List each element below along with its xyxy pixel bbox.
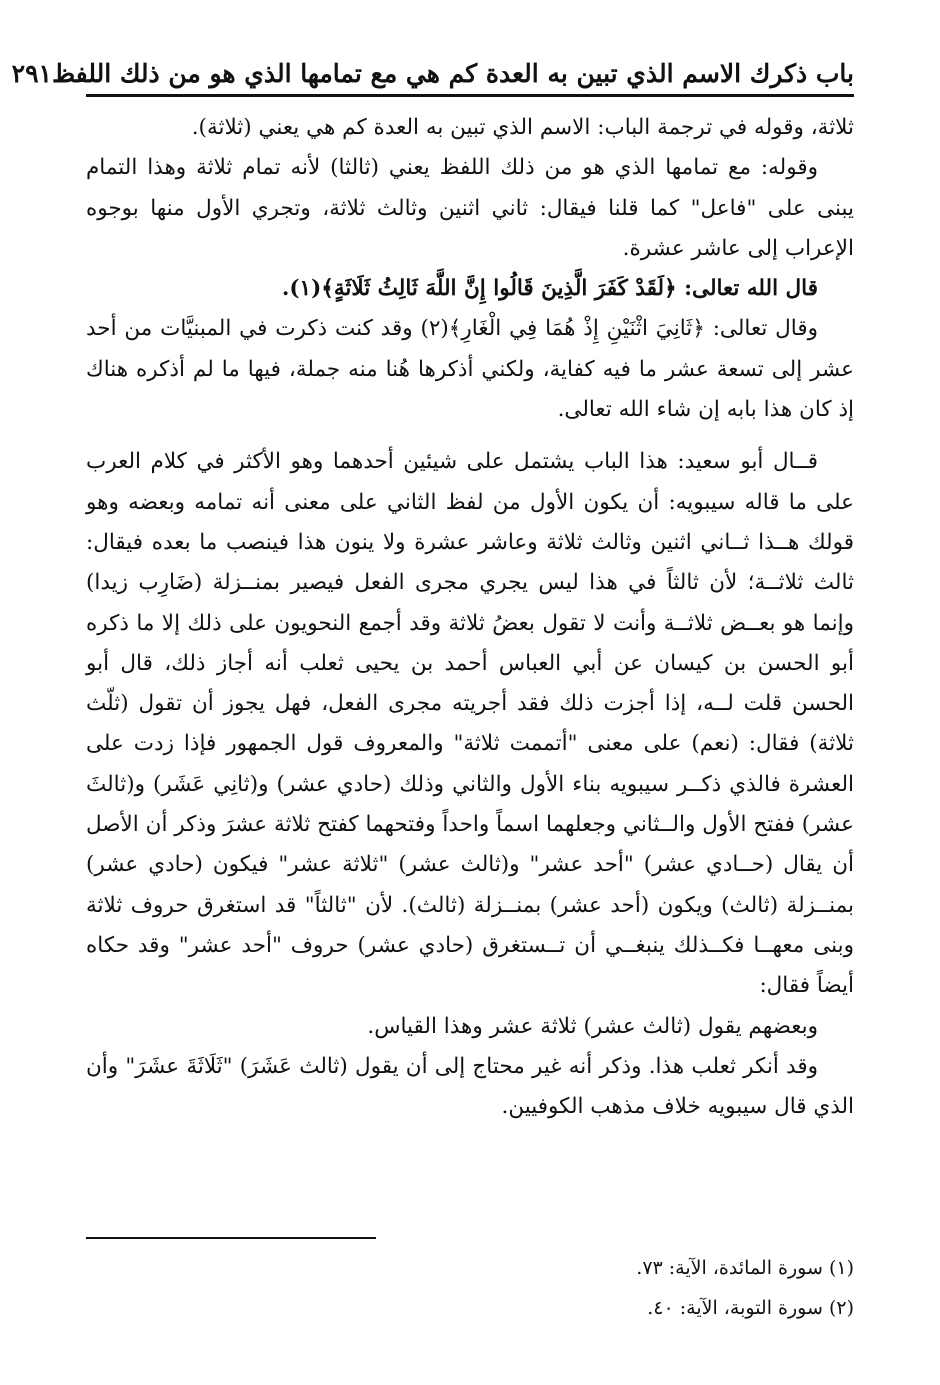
paragraph: ثلاثة، وقوله في ترجمة الباب: الاسم الذي تبين به العدة كم هي يعني (ثلاثة). [191,115,854,140]
header-rule [86,94,854,97]
paragraph: وقد أنكر ثعلب هذا. وذكر أنه غير محتاج إلى أن يقول (ثالث عَشَرَ) "ثَلَاثَةَ عشَرَ" وأن الذي قال سيبويه خلاف مذهب الكوفيين. [86,1053,854,1120]
paragraph: قــال أبو سعيد: هذا الباب يشتمل على شيئين أحدهما وهو الأكثر في كلام العرب على ما قاله سيبويه: أن يكون الأول من لفظ الثاني على معنى أنه تمامه وبعضه وهو قولك هــذا ثــاني اثنين وثالث ثلاثة وعاشر عشرة ولا ينون هذا فينصب ما بعده فيقال: ثالث ثلاثــة؛ لأن ثالثاً في هذا ليس يجري مجرى الفعل فيصير بمنــزلة (ضَارِب زيدا) وإنما هو بعــض ثلاثــة وأنت لا تقول بعضُ ثلاثة وقد أجمع النحويون على ذلك إلا ما ذكره أبو الحسن بن كيسان عن أبي العباس أحمد بن يحيى ثعلب أنه أجاز ذلك، قال أبو الحسن قلت لــه، إذا أجزت ذلك فقد أجريته مجرى الفعل، فهل يجوز أن تقول (ثلّث ثلاثة) فقال: (نعم) على معنى "أتممت ثلاثة" والمعروف قول الجمهور فإذا زدت على العشرة فالذي ذكــر سيبويه بناء الأول والثاني وذلك (حادي عشر) و(ثانِي عَشَر) و(ثالثَ عشر) ففتح الأول والــثاني وجعلهما اسماً واحداً وفتحهما كفتح ثلاثة عشرَ وذكر أن الأصل أن يقال (حــادي عشر) "أحد عشر" و(ثالث عشر) "ثلاثة عشر" فيكون (حادي عشر) بمنــزلة (ثالث) ويكون (أحد عشر) بمنــزلة (ثالث). لأن "ثالثاً" قد استغرق حروف ثلاثة وبنى معهــا فكــذلك ينبغــي أن تــستغرق (حادي عشر) حروف "أحد عشر" وقد حكاه أيضاً فقال: [86,449,854,999]
paragraph: وقال تعالى: ﴿ثَانِيَ اثْنَيْنِ إِذْ هُمَا فِي الْغَارِ﴾(٢) وقد كنت ذكرت في المبنيَّات من أحد عشر إلى تسعة عشر ما فيه كفاية، ولكني أذكرها هُنا منه جملة، فيها ما لم أذكره هناك إذ كان هذا بابه إن شاء الله تعالى. [86,316,854,423]
page-number: ٢٩١ [11,59,52,88]
footnote: (٢) سورة التوبة، الآية: ٤٠. [647,1297,854,1319]
paragraph: وقوله: مع تمامها الذي هو من ذلك اللفظ يعني (ثالثا) لأنه تمام ثلاثة وهذا التمام يبنى على "فاعل" كما قلنا فيقال: ثاني اثنين وثالث ثلاثة، وتجري الأول منها بوجوه الإعراب إلى عاشر عشرة. [86,155,854,261]
running-head: باب ذكرك الاسم الذي تبين به العدة كم هي مع تمامها الذي هو من ذلك اللفظ [51,59,854,88]
page-header [11,44,854,94]
footnotes [86,1248,854,1328]
footnote-rule [86,1237,376,1239]
quran-verse-paragraph: قال الله تعالى: ﴿لَقَدْ كَفَرَ الَّذِينَ قَالُوا إِنَّ اللَّهَ ثَالِثُ ثَلَاثَةٍ﴾(١). [281,276,818,302]
footnote: (١) سورة المائدة، الآية: ٧٣. [636,1257,854,1279]
body-text [86,108,854,1127]
paragraph: وبعضهم يقول (ثالث عشر) ثلاثة عشر وهذا القياس. [367,1013,818,1039]
